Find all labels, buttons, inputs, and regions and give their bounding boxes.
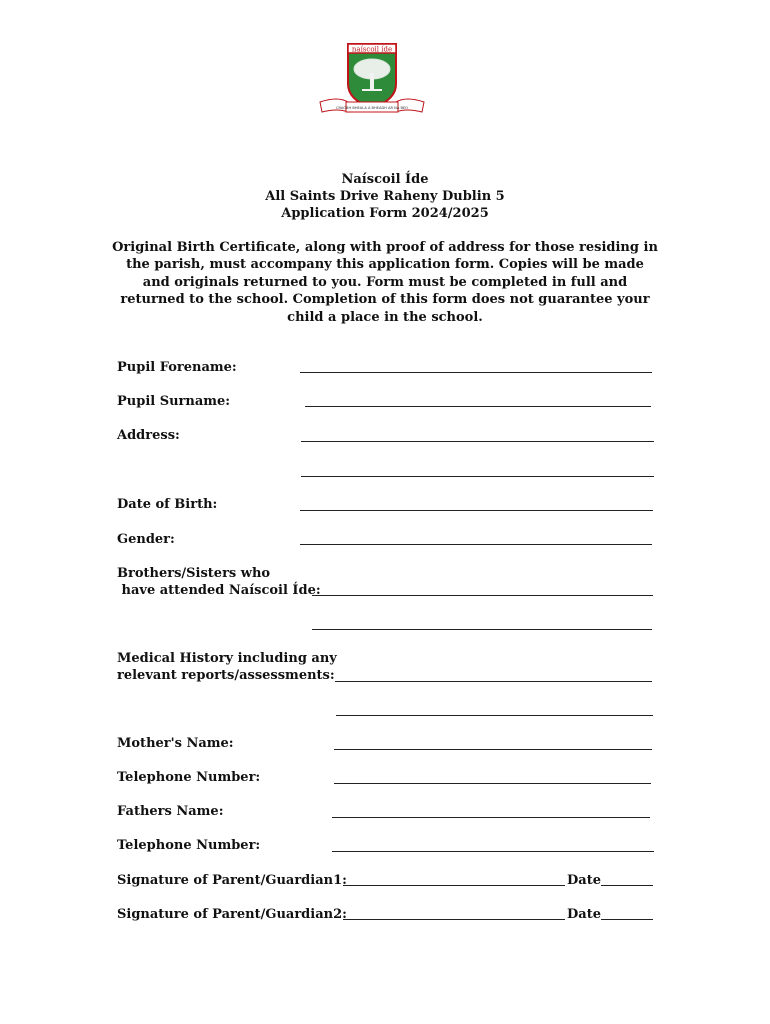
school-name: Naíscoil Íde: [341, 172, 429, 187]
signature-2-field[interactable]: [343, 919, 565, 920]
medical-history-field-line-1[interactable]: [335, 681, 652, 682]
pupil-surname-label: Pupil Surname:: [117, 394, 231, 409]
intro-paragraph: Original Birth Certificate, along with proof of address for those residing in the parish, must accompany this application form. Copies will be made and originals returned to you. Form must be completed in full and returned to the school. Completion of this form does not guarantee your child a place in the school.: [112, 240, 658, 325]
pupil-surname-field[interactable]: [305, 406, 651, 407]
siblings-label-line-1: Brothers/Sisters who: [117, 566, 271, 581]
signature-1-date-label: Date: [567, 873, 601, 888]
gender-field[interactable]: [300, 544, 652, 545]
crest-motto: CRAOBH BHEALA A BHEADH AR NA BEO: [335, 106, 409, 110]
school-crest-logo: [318, 42, 426, 118]
father-telephone-label: Telephone Number:: [117, 838, 261, 853]
siblings-field-line-2[interactable]: [312, 629, 652, 630]
siblings-field-line-1[interactable]: [312, 595, 653, 596]
form-title: Application Form 2024/2025: [281, 206, 489, 221]
mother-telephone-field[interactable]: [334, 783, 651, 784]
mother-telephone-label: Telephone Number:: [117, 770, 261, 785]
medical-history-field-line-2[interactable]: [336, 715, 653, 716]
crest-name: naíscoil íde: [351, 45, 393, 54]
father-telephone-field[interactable]: [332, 851, 654, 852]
signature-1-label: Signature of Parent/Guardian1:: [117, 873, 347, 888]
address-field-line-2[interactable]: [301, 476, 654, 477]
address-field-line-1[interactable]: [301, 441, 654, 442]
pupil-forename-label: Pupil Forename:: [117, 360, 237, 375]
form-heading: [0, 171, 770, 222]
pupil-forename-field[interactable]: [300, 372, 652, 373]
siblings-label-line-2: have attended Naíscoil Íde:: [117, 583, 321, 598]
signature-2-label: Signature of Parent/Guardian2:: [117, 907, 347, 922]
fathers-name-field[interactable]: [332, 817, 650, 818]
gender-label: Gender:: [117, 532, 175, 547]
school-address: All Saints Drive Raheny Dublin 5: [265, 189, 505, 204]
mothers-name-field[interactable]: [334, 749, 652, 750]
medical-history-label-line-2: relevant reports/assessments:: [117, 668, 335, 683]
signature-2-date-label: Date: [567, 907, 601, 922]
medical-history-label-line-1: Medical History including any: [117, 651, 337, 666]
signature-1-date-field[interactable]: [601, 885, 653, 886]
signature-1-field[interactable]: [343, 885, 565, 886]
address-label: Address:: [117, 428, 180, 443]
fathers-name-label: Fathers Name:: [117, 804, 224, 819]
mothers-name-label: Mother's Name:: [117, 736, 234, 751]
signature-2-date-field[interactable]: [601, 919, 653, 920]
date-of-birth-field[interactable]: [300, 510, 653, 511]
date-of-birth-label: Date of Birth:: [117, 497, 218, 512]
